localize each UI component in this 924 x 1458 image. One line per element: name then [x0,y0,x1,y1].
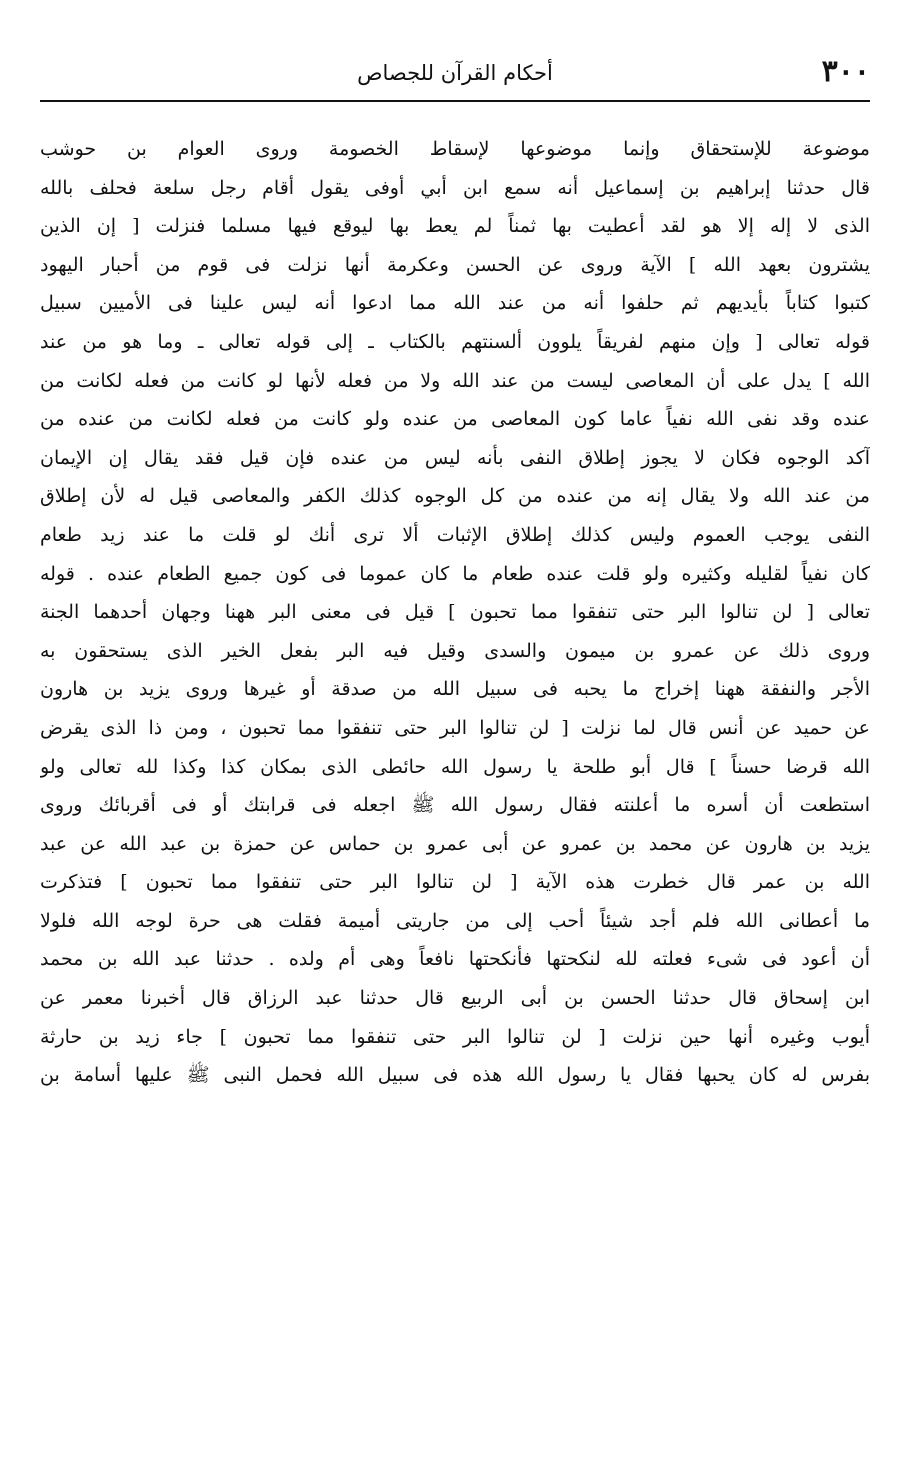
header-rule [40,100,870,102]
text-line: أن أعود فى شىء فعلته لله لنكحتها فأنكحتها نافعاً وهى أم ولده . حدثنا عبد الله بن محمد [40,948,870,971]
text-line: الذى لا إله إلا هو لقد أعطيت بها ثمناً لم يعط بها ليوقع فيها مسلما فنزلت [ إن الذين [40,215,870,238]
text-line: الله بن عمر قال خطرت هذه الآية [ لن تنالوا البر حتى تنفقوا مما تحبون ] فتذكرت [40,871,870,894]
text-line: بفرس له كان يحبها فقال يا رسول الله هذه فى سبيل الله فحمل النبى ﷺ عليها أسامة بن [40,1064,870,1087]
text-line: الأجر والنفقة ههنا إخراج ما يحبه فى سبيل الله من صدقة أو غيرها وروى يزيد بن هارون [40,678,870,701]
text-line: يزيد بن هارون عن محمد بن عمرو عن أبى عمرو بن حماس عن حمزة بن عبد الله عن عبد [40,832,870,855]
running-title: أحكام القرآن للجصاص [357,61,553,85]
text-line: الله ] يدل على أن المعاصى ليست من عند الله ولا من فعله لأنها لو كانت من فعله لكانت من [40,369,870,392]
text-line: ابن إسحاق قال حدثنا الحسن بن أبى الربيع قال حدثنا عبد الرزاق قال أخبرنا معمر عن [40,987,870,1010]
text-line: تعالى [ لن تنالوا البر حتى تنفقوا مما تحبون ] قيل فى معنى البر ههنا وجهان أحدهما الجنة [40,601,870,624]
text-line: موضوعة للإستحقاق وإنما موضوعها لإسقاط الخصومة وروى العوام بن حوشب [40,138,870,160]
text-line: ما أعطانى الله فلم أجد شيئاً أحب إلى من جاريتى أميمة فقلت هى حرة لوجه الله فلولا [40,909,870,932]
body-text [40,130,870,1095]
text-line: يشترون بعهد الله ] الآية وروى عن الحسن وعكرمة أنها نزلت فى قوم من أحبار اليهود [40,253,870,276]
page-header [40,52,870,98]
text-line: قوله تعالى [ وإن منهم لفريقاً يلوون ألسنتهم بالكتاب ـ إلى قوله تعالى ـ وما هو من عند [40,330,870,353]
page-number: ٣٠٠ [821,54,870,89]
text-line: عنده وقد نفى الله نفياً عاما كون المعاصى من عنده ولو كانت من فعله لكانت من عنده من [40,408,870,431]
text-line: آكد الوجوه فكان لا يجوز إطلاق النفى بأنه ليس من عنده فإن قيل فقد يقال إن الإيمان [40,446,870,469]
text-line: قال حدثنا إبراهيم بن إسماعيل أنه سمع ابن أبي أوفى يقول أقام رجل سلعة فحلف بالله [40,176,870,199]
text-line: أيوب وغيره أنها حين نزلت [ لن تنالوا البر حتى تنفقوا مما تحبون ] جاء زيد بن حارثة [40,1025,870,1048]
text-line: الله قرضا حسناً ] قال أبو طلحة يا رسول الله حائطى الذى بمكان كذا وكذا لله تعالى ولو [40,755,870,778]
text-line: من عند الله ولا يقال إنه من عنده من كل الوجوه كذلك الكفر والمعاصى قيل له لأن إطلاق [40,485,870,508]
text-line: استطعت أن أسره ما أعلنته فقال رسول الله ﷺ اجعله فى قرابتك أو فى أقربائك وروى [40,794,870,817]
text-line: كان نفياً لقليله وكثيره ولو قلت عنده طعام ما كان عموما فى كون جميع الطعام عنده . قوله [40,562,870,585]
text-line: النفى يوجب العموم وليس كذلك إطلاق الإثبات ألا ترى أنك لو قلت ما عند زيد طعام [40,523,870,546]
text-line: كتبوا كتاباً بأيديهم ثم حلفوا أنه من عند الله مما ادعوا أنه ليس علينا فى الأميين سبيل [40,292,870,315]
text-line: عن حميد عن أنس قال لما نزلت [ لن تنالوا البر حتى تنفقوا مما تحبون ، ومن ذا الذى يقرض [40,716,870,739]
text-line: وروى ذلك عن عمرو بن ميمون والسدى وقيل فيه البر بفعل الخير الذى يستحقون به [40,639,870,662]
